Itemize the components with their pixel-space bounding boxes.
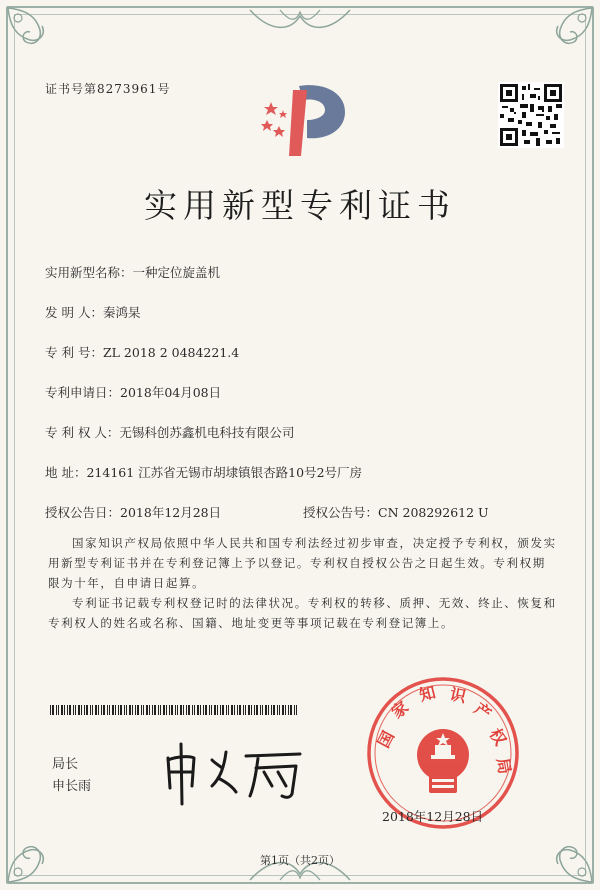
certificate-number: 证书号第8273961号: [45, 82, 171, 96]
certificate-title: 实用新型专利证书: [144, 186, 456, 225]
field-label: 发 明 人：: [45, 305, 103, 320]
field-grant-date: [45, 503, 221, 521]
director-title: 局长: [52, 757, 79, 772]
svg-text:局: 局: [493, 756, 515, 776]
svg-text:权: 权: [485, 725, 511, 749]
field-value: 2018年04月08日: [120, 385, 222, 400]
legal-status-paragraph: 专利证书记载专利权登记时的法律状况。专利权的转移、质押、无效、终止、恢复和专利权人的姓名或名称、国籍、地址变更等事项记载在专利登记簿上。: [48, 596, 557, 630]
field-label: 实用新型名称：: [45, 265, 133, 280]
corner-ornament: [6, 6, 62, 62]
field-value: 一种定位旋盖机: [132, 265, 221, 280]
field-label: 授权公告号：: [303, 505, 379, 520]
grant-statement-paragraph: 国家知识产权局依照中华人民共和国专利法经过初步审查，决定授予专利权，颁发实用新型专利证书并在专利登记簿上予以登记。专利权自授权公告之日起生效。专利权期限为十年，自申请日起算。: [48, 536, 557, 590]
corner-ornament: [538, 6, 594, 62]
field-patentee: [45, 423, 294, 441]
svg-text:家: 家: [387, 697, 413, 723]
seal-date: 2018年12月28日: [382, 809, 484, 824]
field-value: 214161 江苏省无锡市胡埭镇银杏路10号2号厂房: [86, 465, 363, 480]
director-name: 申长雨: [52, 779, 92, 794]
field-label: 专 利 权 人：: [45, 425, 120, 440]
field-address: [45, 463, 362, 481]
page-number: 第1页（共2页）: [260, 854, 340, 867]
svg-text:国: 国: [373, 727, 399, 751]
field-value: 无锡科创苏鑫机电科技有限公司: [119, 425, 295, 440]
svg-text:产: 产: [470, 698, 495, 724]
top-ornament: [240, 6, 360, 36]
field-value: 2018年12月28日: [120, 505, 222, 520]
field-filing-date: [45, 383, 221, 401]
field-label: 专 利 号：: [45, 345, 103, 360]
barcode: [50, 705, 300, 715]
field-label: 地 址：: [45, 465, 87, 480]
qr-code: [498, 82, 564, 148]
field-patent-number: [45, 343, 239, 361]
field-value: 秦鸿杲: [102, 305, 141, 320]
svg-text:知: 知: [417, 682, 438, 705]
field-grant-number: [303, 503, 489, 521]
field-value: ZL 2018 2 0484221.4: [102, 345, 240, 360]
field-label: 授权公告日：: [45, 505, 121, 520]
field-utility-model-name: [45, 263, 220, 281]
cnipa-logo: [253, 80, 353, 158]
director-signature: [160, 738, 310, 808]
field-inventor: [45, 303, 140, 321]
field-value: CN 208292612 U: [378, 505, 489, 520]
field-label: 专利申请日：: [45, 385, 121, 400]
svg-text:识: 识: [448, 684, 468, 707]
